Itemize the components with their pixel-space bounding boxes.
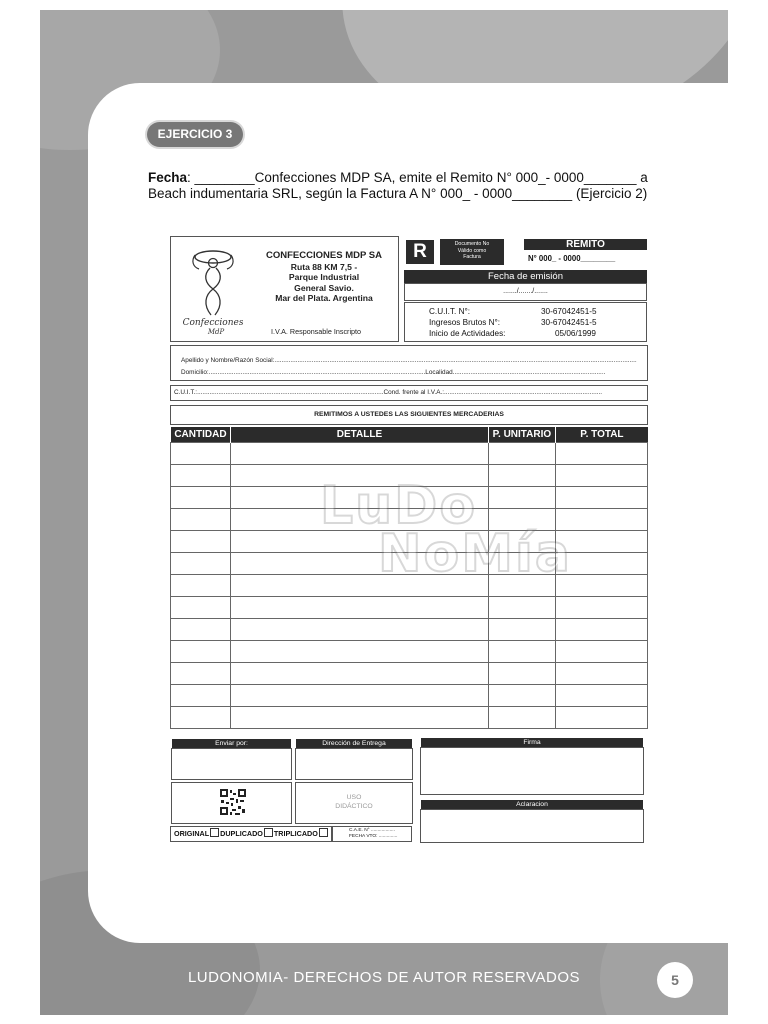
table-row [171, 487, 648, 509]
items-table-body [171, 443, 648, 729]
company-address-4: Mar del Plata. Argentina [275, 293, 373, 303]
p-total-cell[interactable] [556, 597, 648, 619]
p-total-cell[interactable] [556, 531, 648, 553]
copy-original-label: ORIGINAL [174, 829, 210, 838]
detalle-cell[interactable] [231, 685, 488, 707]
logo-text-mdp: MdP [207, 328, 225, 336]
cantidad-cell[interactable] [171, 487, 231, 509]
table-row [171, 531, 648, 553]
p-unitario-cell[interactable] [488, 663, 556, 685]
company-name: CONFECCIONES MDP SA [266, 250, 382, 261]
client-name-field[interactable]: Apellido y Nombre/Razón Social:............................................................................................................................................................................................................ [181, 357, 637, 364]
document-letter: R [406, 240, 434, 264]
cantidad-cell[interactable] [171, 509, 231, 531]
detalle-cell[interactable] [231, 553, 488, 575]
p-total-cell[interactable] [556, 443, 648, 465]
p-total-cell[interactable] [556, 663, 648, 685]
p-total-cell[interactable] [556, 487, 648, 509]
detalle-cell[interactable] [231, 707, 488, 729]
company-logo-icon [183, 245, 243, 337]
ib-label: Ingresos Brutos N°: [429, 318, 501, 327]
detalle-cell[interactable] [231, 641, 488, 663]
client-cuit-field[interactable]: C.U.I.T.:.........................................................................................................Cond. frente al I.V.A.:......................................................................................... [170, 385, 648, 401]
col-cantidad: CANTIDAD [171, 427, 231, 443]
detalle-cell[interactable] [231, 487, 488, 509]
exercise-instruction [148, 170, 688, 202]
p-unitario-cell[interactable] [488, 575, 556, 597]
company-address-2: Parque Industrial [288, 272, 360, 282]
firma-label: Firma [421, 738, 643, 748]
table-row [171, 707, 648, 729]
remitimos-caption: REMITIMOS A USTEDES LAS SIGUIENTES MERCADERIAS [170, 405, 648, 425]
p-unitario-cell[interactable] [488, 553, 556, 575]
cae-box [332, 826, 412, 842]
p-unitario-cell[interactable] [488, 487, 556, 509]
copy-triplicado-label: TRIPLICADO [273, 829, 318, 838]
company-info [259, 251, 389, 304]
cantidad-cell[interactable] [171, 663, 231, 685]
cantidad-cell[interactable] [171, 575, 231, 597]
p-total-cell[interactable] [556, 619, 648, 641]
p-unitario-cell[interactable] [488, 619, 556, 641]
detalle-cell[interactable] [231, 531, 488, 553]
p-total-cell[interactable] [556, 707, 648, 729]
didactico-text: DIDÁCTICO [335, 803, 373, 810]
p-total-cell[interactable] [556, 685, 648, 707]
table-row [171, 509, 648, 531]
inicio-value: 05/06/1999 [555, 329, 596, 338]
cae-number: C.A.E. N° .................. [349, 828, 395, 833]
p-unitario-cell[interactable] [488, 597, 556, 619]
p-total-cell[interactable] [556, 553, 648, 575]
detalle-cell[interactable] [231, 509, 488, 531]
table-row [171, 575, 648, 597]
cuit-label: C.U.I.T. N°: [429, 307, 471, 316]
remito-number: N° 000_ - 0000________ [528, 254, 616, 263]
enviar-por-field[interactable] [171, 748, 292, 780]
company-address-1: Ruta 88 KM 7,5 - [290, 261, 358, 272]
p-total-cell[interactable] [556, 465, 648, 487]
p-unitario-cell[interactable] [488, 707, 556, 729]
aclaracion-field[interactable] [420, 809, 644, 843]
p-unitario-cell[interactable] [488, 685, 556, 707]
exercise-badge: EJERCICIO 3 [147, 122, 243, 147]
detalle-cell[interactable] [231, 443, 488, 465]
fecha-label: Fecha [148, 170, 188, 185]
enviar-por-label: Enviar por: [172, 739, 291, 749]
company-header [170, 236, 399, 342]
cantidad-cell[interactable] [171, 619, 231, 641]
watermark-text-2: NoMía [378, 524, 572, 584]
remito-title: REMITO [524, 239, 647, 250]
p-unitario-cell[interactable] [488, 641, 556, 663]
p-total-cell[interactable] [556, 509, 648, 531]
ib-row [429, 318, 639, 327]
inicio-row [429, 329, 639, 338]
cantidad-cell[interactable] [171, 707, 231, 729]
table-row [171, 685, 648, 707]
table-row [171, 641, 648, 663]
fecha-vto: FECHA VTO: .............. [349, 834, 398, 839]
col-p-unitario: P. UNITARIO [488, 427, 556, 443]
remito-form [170, 236, 648, 846]
detalle-cell[interactable] [231, 619, 488, 641]
cantidad-cell[interactable] [171, 553, 231, 575]
table-row [171, 443, 648, 465]
cuit-value: 30-67042451-5 [541, 307, 597, 316]
client-address-field[interactable]: Domicilio:..........................................................................................................................Localidad...................................................................................... [181, 369, 606, 376]
copy-triplicado-checkbox[interactable] [319, 828, 328, 837]
table-row [171, 553, 648, 575]
fecha-emision-label: Fecha de emisión [404, 270, 647, 283]
p-total-cell[interactable] [556, 641, 648, 663]
cantidad-cell[interactable] [171, 465, 231, 487]
p-unitario-cell[interactable] [488, 465, 556, 487]
fecha-emision-field: ......./......./....... [404, 283, 647, 301]
p-unitario-cell[interactable] [488, 443, 556, 465]
copy-options [170, 826, 332, 842]
instruction-text: : ________Confecciones MDP SA, emite el Remito N° 000_- 0000_______ a Beach indumentaria SRL, según la Factura A N° 000_ - 0000________ (Ejercicio 2) [148, 170, 648, 201]
uso-text: USO [346, 794, 362, 801]
watermark-text-1: LuDo [320, 476, 478, 536]
client-box [170, 345, 648, 381]
table-row [171, 663, 648, 685]
table-row [171, 465, 648, 487]
detalle-cell[interactable] [231, 575, 488, 597]
col-p-total: P. TOTAL [556, 427, 648, 443]
p-unitario-cell[interactable] [488, 531, 556, 553]
detalle-cell[interactable] [231, 597, 488, 619]
qr-code-icon [220, 789, 246, 815]
table-row [171, 619, 648, 641]
company-address-3: General Savio. [294, 282, 354, 293]
direccion-entrega-field[interactable] [295, 748, 413, 780]
detalle-cell[interactable] [231, 465, 488, 487]
document-not-valid-note [440, 239, 504, 265]
table-header-row [171, 427, 648, 443]
footer-copyright: LUDONOMIA- DERECHOS DE AUTOR RESERVADOS [187, 969, 581, 986]
cantidad-cell[interactable] [171, 597, 231, 619]
ib-value: 30-67042451-5 [541, 318, 597, 327]
cantidad-cell[interactable] [171, 443, 231, 465]
uso-didactico-box [295, 782, 413, 824]
page-number: 5 [657, 962, 693, 998]
copy-original-checkbox[interactable] [210, 828, 219, 837]
iva-condition: I.V.A. Responsable Inscripto [271, 327, 362, 336]
doc-note-line: Documento No [454, 241, 490, 247]
p-total-cell[interactable] [556, 575, 648, 597]
cantidad-cell[interactable] [171, 685, 231, 707]
cantidad-cell[interactable] [171, 531, 231, 553]
logo-text: Confecciones [183, 318, 243, 328]
direccion-entrega-label: Dirección de Entrega [296, 739, 412, 749]
inicio-label: Inicio de Actividades: [429, 329, 506, 338]
cantidad-cell[interactable] [171, 641, 231, 663]
items-table [170, 427, 648, 729]
detalle-cell[interactable] [231, 663, 488, 685]
copy-duplicado-label: DUPLICADO [220, 829, 263, 838]
table-row [171, 597, 648, 619]
doc-note-line: Válido como [457, 247, 487, 254]
aclaracion-label: Aclaracion [421, 800, 643, 810]
cuit-row [429, 307, 639, 316]
doc-note-line: Factura [463, 254, 481, 260]
qr-box [171, 782, 292, 824]
tax-info-box [404, 302, 647, 342]
p-unitario-cell[interactable] [488, 509, 556, 531]
firma-field[interactable] [420, 747, 644, 795]
col-detalle: DETALLE [231, 427, 488, 443]
copy-duplicado-checkbox[interactable] [264, 828, 273, 837]
